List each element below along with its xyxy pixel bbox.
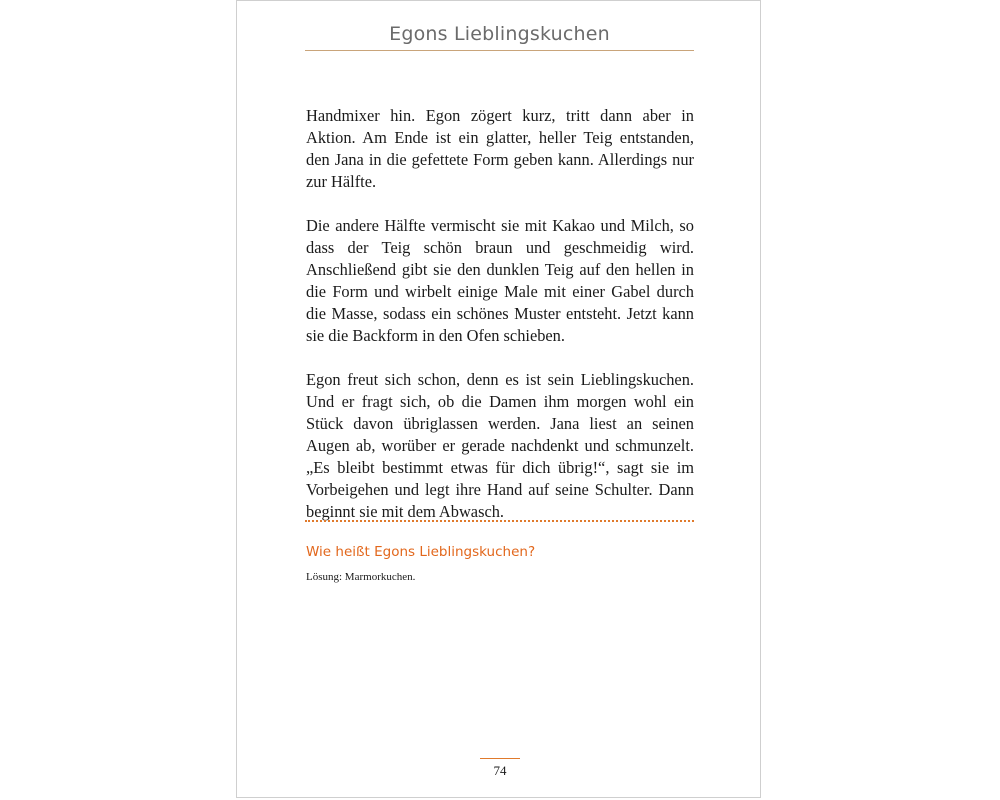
title-rule: [305, 50, 694, 51]
page-number-rule: [480, 758, 520, 759]
paragraph-2: Die andere Hälfte vermischt sie mit Kakao und Milch, so dass der Teig schön braun und geschmeidig wird. Anschließend gibt sie den dunklen Teig auf den hellen in die Form und wirbelt einige Male mit einer Gabel durch die Masse, sodass ein schönes Muster entsteht. Jetzt kann sie die Backform in den Ofen schieben.: [306, 216, 694, 345]
dotted-divider: [305, 520, 694, 522]
page-number: 74: [493, 763, 507, 778]
body-text: [306, 105, 694, 545]
running-title: Egons Lieblingskuchen: [389, 23, 610, 45]
quiz-answer: Lösung: Marmorkuchen.: [306, 571, 416, 583]
quiz-question: Wie heißt Egons Lieblingskuchen?: [306, 544, 536, 560]
paragraph-3: Egon freut sich schon, denn es ist sein Lieblingskuchen. Und er fragt sich, ob die Damen ihm morgen wohl ein Stück davon übriglassen werden. Jana liest an seinen Augen ab, worüber er gerade nachdenkt und schmunzelt. „Es bleibt bestimmt etwas für dich übrig!“, sagt sie im Vorbeigehen und legt ihre Hand auf seine Schulter. Dann beginnt sie mit dem Abwasch.: [306, 370, 694, 521]
book-page: [236, 0, 761, 798]
paragraph-1: Handmixer hin. Egon zögert kurz, tritt dann aber in Aktion. Am Ende ist ein glatter, heller Teig entstanden, den Jana in die gefettete Form geben kann. Allerdings nur zur Hälfte.: [306, 106, 694, 191]
